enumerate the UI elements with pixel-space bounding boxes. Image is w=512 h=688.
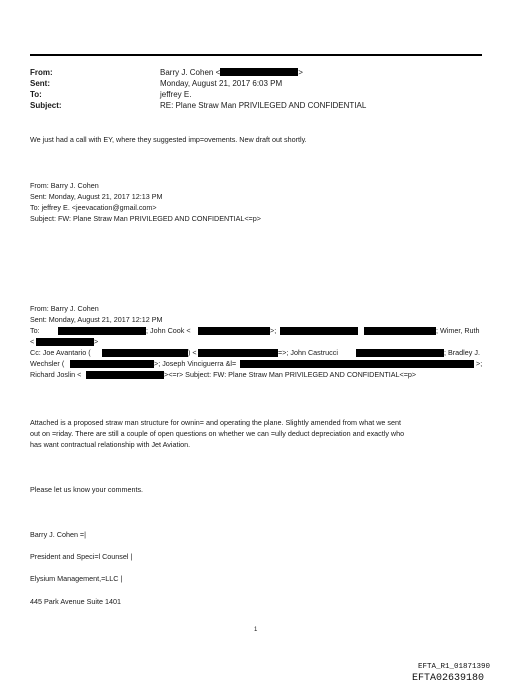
to-label: To: bbox=[30, 90, 42, 99]
fwd2-cc-line bbox=[30, 348, 482, 359]
signature-company: Elysium Management,=LLC | bbox=[30, 574, 123, 583]
cc-lt: ) < bbox=[188, 348, 197, 357]
to-john-cook: ; John Cook < bbox=[146, 326, 191, 335]
from-name: Barry J. Cohen < bbox=[160, 68, 221, 77]
efta-small: EFTA_R1_01871390 bbox=[418, 663, 491, 671]
redaction bbox=[58, 327, 146, 335]
redaction bbox=[364, 327, 436, 335]
cc-wechsler: Wechsler ( bbox=[30, 359, 65, 368]
cc-joslin: Richard Joslin < bbox=[30, 370, 82, 379]
to-value: jeffrey E. bbox=[160, 90, 192, 99]
fwd2-sent: Sent: Monday, August 21, 2017 12:12 PM bbox=[30, 315, 163, 324]
to-prefix: To: bbox=[30, 326, 40, 335]
cc-castrucci: =>; John Castrucci bbox=[278, 348, 338, 357]
fwd2-subject-line bbox=[30, 370, 482, 381]
sent-value: Monday, August 21, 2017 6:03 PM bbox=[160, 79, 283, 88]
fwd1-subject: Subject: FW: Plane Straw Man PRIVILEGED AND CONFIDENTIAL<=p> bbox=[30, 214, 261, 223]
fwd2-from: From: Barry J. Cohen bbox=[30, 304, 99, 313]
fwd2-to-line bbox=[30, 326, 482, 337]
header-rule bbox=[30, 54, 482, 56]
from-label: From: bbox=[30, 68, 53, 77]
signature-name: Barry J. Cohen =| bbox=[30, 530, 86, 539]
from-close: > bbox=[298, 68, 303, 77]
redaction bbox=[280, 327, 358, 335]
fwd1-to: To: jeffrey E. <jeevacation@gmail.com> bbox=[30, 203, 157, 212]
redaction bbox=[86, 371, 164, 379]
redaction bbox=[70, 360, 154, 368]
signature-address: 445 Park Avenue Suite 1401 bbox=[30, 597, 121, 606]
redaction bbox=[240, 360, 474, 368]
fwd2-subject: ><=r> Subject: FW: Plane Straw Man PRIVILEGED AND CONFIDENTIAL<=p> bbox=[164, 370, 417, 379]
efta-large: EFTA02639180 bbox=[412, 673, 485, 684]
gt: > bbox=[94, 337, 99, 346]
body-line: We just had a call with EY, where they suggested imp=ovements. New draft out shortly. bbox=[30, 135, 307, 144]
redaction bbox=[356, 349, 444, 357]
signature-title: President and Speci=l Counsel | bbox=[30, 552, 133, 561]
cc-vinciguerra: >; Joseph Vinciguerra &l= bbox=[154, 359, 237, 368]
sent-label: Sent: bbox=[30, 79, 50, 88]
fwd1-sent: Sent: Monday, August 21, 2017 12:13 PM bbox=[30, 192, 163, 201]
comments-line: Please let us know your comments. bbox=[30, 485, 144, 494]
subject-label: Subject: bbox=[30, 101, 62, 110]
redaction bbox=[36, 338, 94, 346]
fwd1-from: From: Barry J. Cohen bbox=[30, 181, 99, 190]
from-value bbox=[160, 67, 303, 78]
paragraph-line-1: Attached is a proposed straw man structure for ownin= and operating the plane. Slightly amended from what we sent bbox=[30, 418, 401, 427]
redaction bbox=[220, 68, 298, 76]
lt: < bbox=[30, 337, 35, 346]
semi-1: >; bbox=[270, 326, 277, 335]
redaction bbox=[198, 349, 278, 357]
subject-value: RE: Plane Straw Man PRIVILEGED AND CONFIDENTIAL bbox=[160, 101, 367, 110]
page-number: 1 bbox=[254, 627, 258, 633]
paragraph-line-2: out on =riday. There are still a couple of open questions on whether we can =ully deduct depreciation and exactly who bbox=[30, 429, 405, 438]
redaction bbox=[198, 327, 270, 335]
to-wimer: ; Wimer, Ruth bbox=[436, 326, 480, 335]
redaction bbox=[102, 349, 188, 357]
paragraph-line-3: has want contractual relationship with Jet Aviation. bbox=[30, 440, 191, 449]
cc-bradley: ; Bradley J. bbox=[444, 348, 480, 357]
cc-prefix: Cc: Joe Avantario ( bbox=[30, 348, 91, 357]
semi-2: >; bbox=[476, 359, 483, 368]
fwd2-cc-line-2 bbox=[30, 359, 482, 370]
fwd2-to-line-2 bbox=[30, 337, 482, 348]
